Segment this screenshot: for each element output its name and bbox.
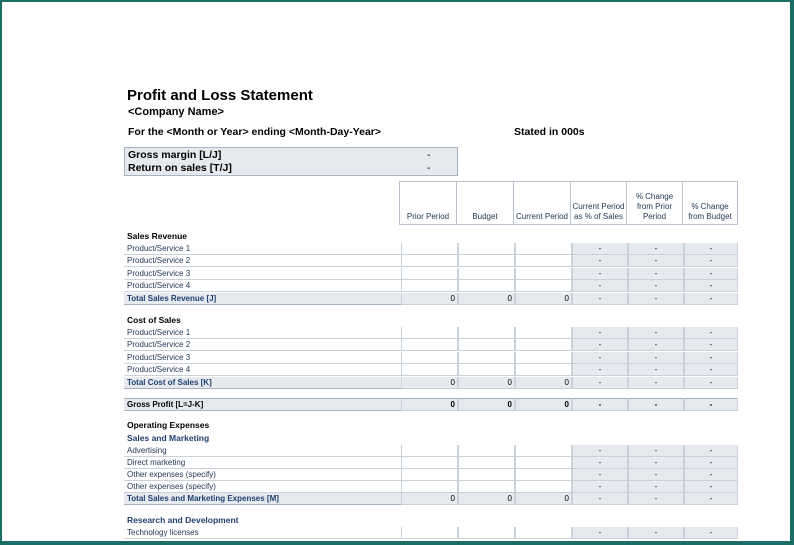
table-row (124, 527, 738, 539)
total-cell: 0 (401, 377, 458, 389)
total-cell: 0 (401, 398, 458, 411)
input-cell[interactable] (458, 457, 515, 469)
col-budget: Budget (456, 181, 513, 225)
table-row (124, 481, 738, 493)
row-label[interactable]: Product/Service 1 (124, 327, 401, 339)
calc-cell: - (684, 398, 738, 411)
col-current-period: Current Period (513, 181, 570, 225)
input-cell[interactable] (515, 339, 572, 351)
table-row (124, 280, 738, 292)
total-cell: 0 (458, 493, 515, 505)
calc-cell: - (628, 339, 684, 351)
calc-cell: - (572, 280, 628, 292)
input-cell[interactable] (401, 255, 458, 267)
row-label[interactable]: Product/Service 3 (124, 352, 401, 364)
input-cell[interactable] (515, 481, 572, 493)
col-prior-period: Prior Period (399, 181, 456, 225)
calc-cell: - (628, 364, 684, 376)
row-label: Total Cost of Sales [K] (124, 377, 401, 389)
row-label[interactable]: Technology licenses (124, 527, 401, 539)
input-cell[interactable] (458, 352, 515, 364)
calc-cell: - (572, 398, 628, 411)
gross-margin-value: - (427, 149, 431, 161)
calc-cell: - (684, 377, 738, 389)
gross-profit-row (124, 398, 738, 411)
calc-cell: - (628, 377, 684, 389)
total-cell: 0 (515, 493, 572, 505)
calc-cell: - (684, 293, 738, 305)
input-cell[interactable] (515, 352, 572, 364)
calc-cell: - (628, 268, 684, 280)
calc-cell: - (684, 493, 738, 505)
input-cell[interactable] (515, 457, 572, 469)
calc-cell: - (684, 280, 738, 292)
input-cell[interactable] (458, 481, 515, 493)
total-sales-marketing-row (124, 493, 738, 505)
page-title: Profit and Loss Statement (127, 87, 313, 104)
calc-cell: - (572, 445, 628, 457)
input-cell[interactable] (515, 527, 572, 539)
col-pct-of-sales: Current Period as % of Sales (570, 181, 626, 225)
calc-cell: - (572, 339, 628, 351)
input-cell[interactable] (401, 280, 458, 292)
calc-cell: - (572, 327, 628, 339)
calc-cell: - (572, 377, 628, 389)
input-cell[interactable] (401, 445, 458, 457)
row-label[interactable]: Product/Service 1 (124, 243, 401, 255)
table-row (124, 469, 738, 481)
calc-cell: - (572, 527, 628, 539)
row-label: Total Sales Revenue [J] (124, 293, 401, 305)
calc-cell: - (572, 493, 628, 505)
input-cell[interactable] (401, 268, 458, 280)
sales-revenue-heading: Sales Revenue (127, 231, 188, 241)
row-label[interactable]: Product/Service 2 (124, 339, 401, 351)
calc-cell: - (684, 457, 738, 469)
input-cell[interactable] (458, 339, 515, 351)
operating-expenses-heading: Operating Expenses (127, 420, 210, 430)
input-cell[interactable] (458, 327, 515, 339)
calc-cell: - (572, 457, 628, 469)
row-label[interactable]: Product/Service 3 (124, 268, 401, 280)
input-cell[interactable] (401, 527, 458, 539)
calc-cell: - (628, 293, 684, 305)
total-cell: 0 (401, 493, 458, 505)
calc-cell: - (684, 469, 738, 481)
document-page (2, 2, 790, 541)
input-cell[interactable] (401, 364, 458, 376)
calc-cell: - (684, 352, 738, 364)
total-cost-row (124, 377, 738, 389)
input-cell[interactable] (515, 243, 572, 255)
calc-cell: - (628, 243, 684, 255)
row-label[interactable]: Direct marketing (124, 457, 401, 469)
input-cell[interactable] (401, 327, 458, 339)
calc-cell: - (684, 339, 738, 351)
calc-cell: - (628, 469, 684, 481)
row-label[interactable]: Product/Service 4 (124, 280, 401, 292)
input-cell[interactable] (458, 527, 515, 539)
gross-margin-label: Gross margin [L/J] (128, 149, 222, 161)
input-cell[interactable] (401, 352, 458, 364)
col-change-prior: % Change from Prior Period (626, 181, 682, 225)
calc-cell: - (628, 457, 684, 469)
row-label: Total Sales and Marketing Expenses [M] (124, 493, 401, 505)
table-row (124, 268, 738, 280)
input-cell[interactable] (515, 364, 572, 376)
calc-cell: - (572, 243, 628, 255)
calc-cell: - (684, 364, 738, 376)
calc-cell: - (628, 493, 684, 505)
stated-label: Stated in 000s (514, 126, 585, 138)
total-cell: 0 (401, 293, 458, 305)
input-cell[interactable] (401, 469, 458, 481)
input-cell[interactable] (458, 255, 515, 267)
total-cell: 0 (515, 293, 572, 305)
calc-cell: - (628, 527, 684, 539)
sales-marketing-heading: Sales and Marketing (127, 433, 210, 443)
calc-cell: - (572, 481, 628, 493)
total-cell: 0 (515, 377, 572, 389)
input-cell[interactable] (515, 255, 572, 267)
table-row (124, 457, 738, 469)
row-label[interactable]: Other expenses (specify) (124, 469, 401, 481)
calc-cell: - (684, 268, 738, 280)
row-label: Gross Profit [L=J-K] (124, 398, 401, 411)
calc-cell: - (572, 352, 628, 364)
input-cell[interactable] (458, 469, 515, 481)
table-row (124, 339, 738, 351)
input-cell[interactable] (401, 481, 458, 493)
calc-cell: - (628, 327, 684, 339)
calc-cell: - (572, 268, 628, 280)
input-cell[interactable] (515, 280, 572, 292)
input-cell[interactable] (458, 445, 515, 457)
calc-cell: - (572, 293, 628, 305)
total-cell: 0 (515, 398, 572, 411)
calc-cell: - (628, 398, 684, 411)
calc-cell: - (628, 255, 684, 267)
return-on-sales-label: Return on sales [T/J] (128, 162, 232, 174)
input-cell[interactable] (458, 280, 515, 292)
calc-cell: - (628, 280, 684, 292)
input-cell[interactable] (401, 339, 458, 351)
input-cell[interactable] (458, 268, 515, 280)
company-name[interactable]: <Company Name> (128, 106, 224, 118)
input-cell[interactable] (401, 457, 458, 469)
row-label[interactable]: Advertising (124, 445, 401, 457)
calc-cell: - (684, 243, 738, 255)
return-on-sales-value: - (427, 162, 431, 174)
calc-cell: - (684, 527, 738, 539)
input-cell[interactable] (515, 327, 572, 339)
calc-cell: - (572, 469, 628, 481)
calc-cell: - (572, 255, 628, 267)
row-label[interactable]: Product/Service 4 (124, 364, 401, 376)
table-row (124, 255, 738, 267)
ratios-box (124, 147, 458, 176)
col-change-budget: % Change from Budget (682, 181, 738, 225)
calc-cell: - (684, 255, 738, 267)
row-label[interactable]: Other expenses (specify) (124, 481, 401, 493)
calc-cell: - (628, 445, 684, 457)
calc-cell: - (628, 481, 684, 493)
period-label[interactable]: For the <Month or Year> ending <Month-Day-Year> (128, 126, 382, 138)
table-row (124, 327, 738, 339)
input-cell[interactable] (401, 243, 458, 255)
input-cell[interactable] (515, 268, 572, 280)
total-cell: 0 (458, 293, 515, 305)
rnd-heading: Research and Development (127, 515, 239, 525)
table-row (124, 445, 738, 457)
input-cell[interactable] (515, 445, 572, 457)
cost-of-sales-heading: Cost of Sales (127, 315, 181, 325)
table-row (124, 243, 738, 255)
table-row (124, 364, 738, 376)
input-cell[interactable] (515, 469, 572, 481)
calc-cell: - (684, 481, 738, 493)
calc-cell: - (684, 445, 738, 457)
row-label[interactable]: Product/Service 2 (124, 255, 401, 267)
calc-cell: - (572, 364, 628, 376)
total-cell: 0 (458, 398, 515, 411)
calc-cell: - (628, 352, 684, 364)
total-sales-row (124, 293, 738, 305)
input-cell[interactable] (458, 364, 515, 376)
total-cell: 0 (458, 377, 515, 389)
input-cell[interactable] (458, 243, 515, 255)
table-row (124, 352, 738, 364)
calc-cell: - (684, 327, 738, 339)
